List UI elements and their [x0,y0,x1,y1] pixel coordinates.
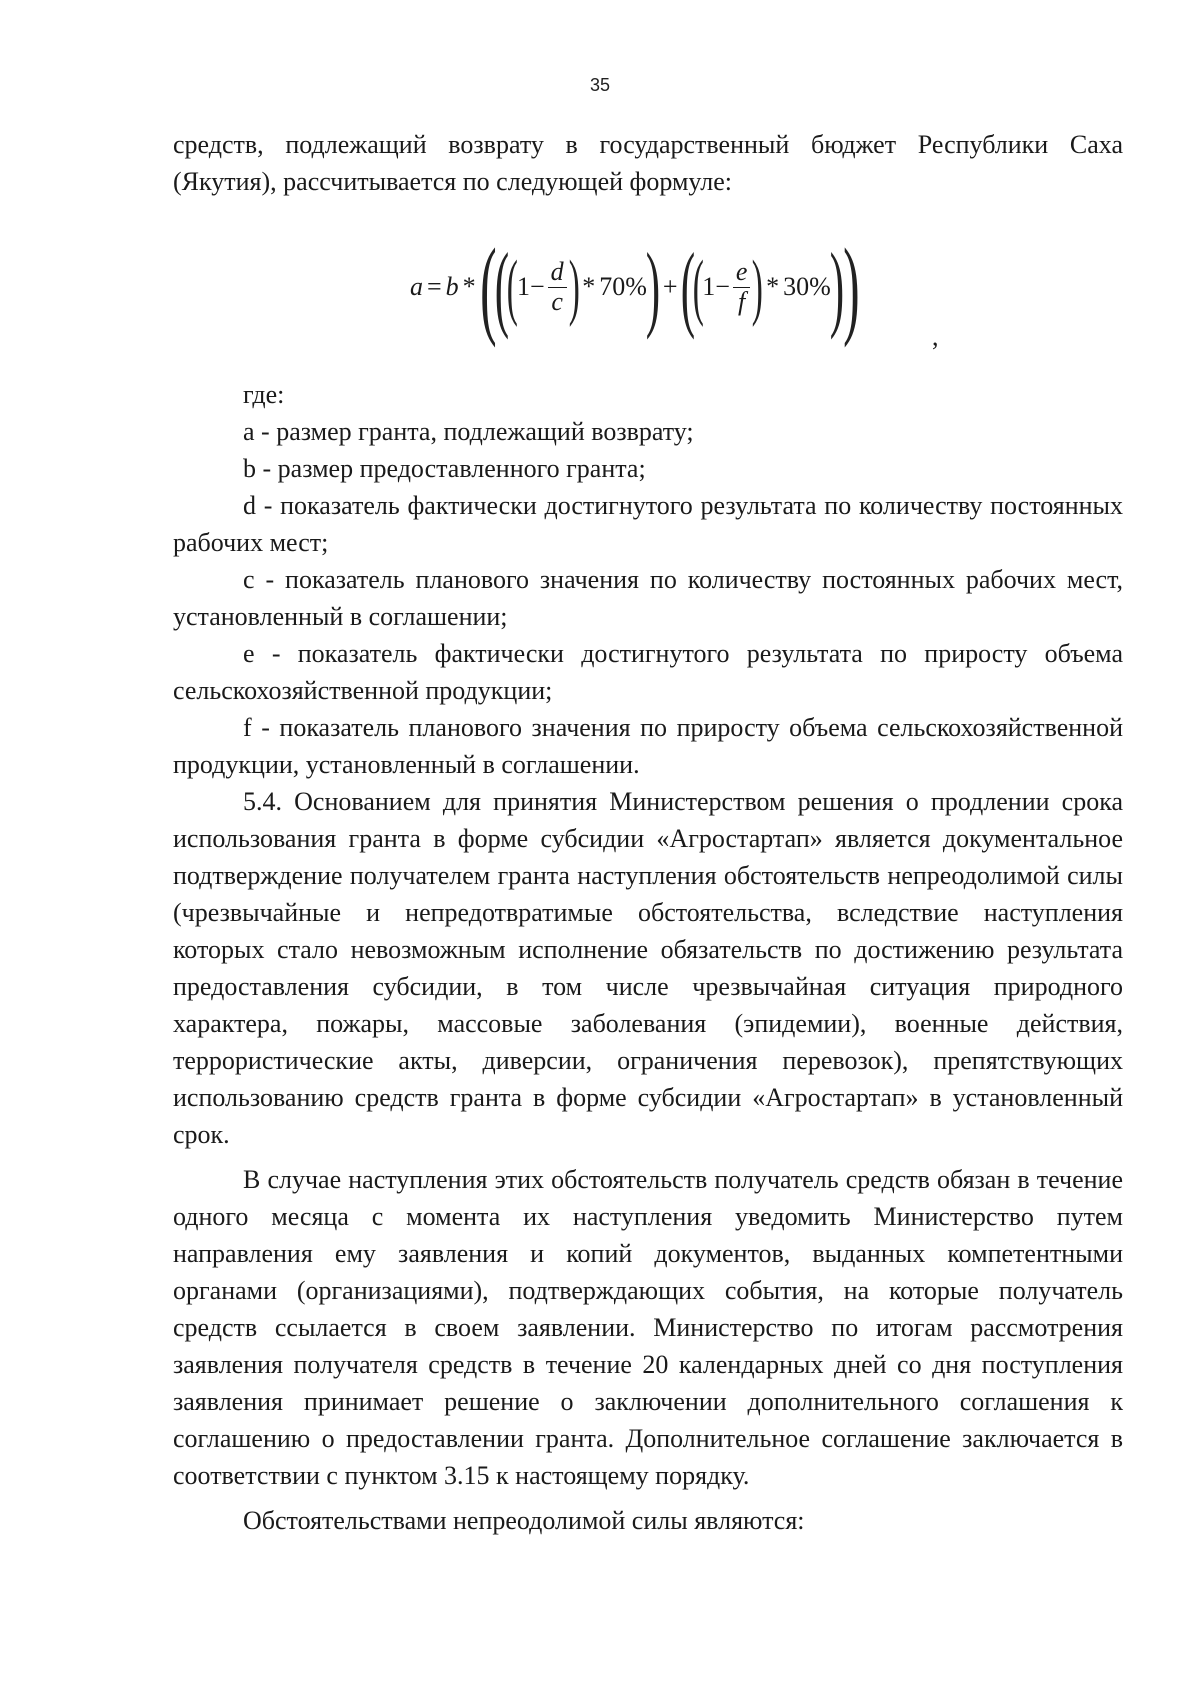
formula-fraction-e-f [733,258,751,316]
where-label: где: [243,380,285,409]
formula-minus-right: − [715,272,730,301]
formula-paren-close-right: ) [829,233,844,340]
paragraph-5-4: 5.4. Основанием для принятия Министерством решения о продлении срока использования гранта в форме субсидии «Агростартап» является документальное подтверждение получателем гранта наступления обстоятельств непреодолимой силы (чрезвычайные и непредотвратимые обстоятельства, вследствие наступления которых стало невозможным исполнение обязательств по достижению результата предоставления субсидии, в том числе чрезвычайная ситуация природного характера, пожары, массовые заболевания (эпидемии), военные действия, террористические акты, диверсии, ограничения перевозок), препятствующих использованию средств гранта в форме субсидии «Агростартап» в установленный срок. [173,787,1123,1149]
formula-var-b: b [445,272,459,301]
definition-b: b - размер предоставленного гранта; [243,454,646,483]
definition-d: d - показатель фактически достигнутого результата по количеству постоянных рабочих мест; [173,491,1123,557]
formula-minus-left: − [529,272,545,301]
definition-f: f - показатель планового значения по приросту объема сельскохозяйственной продукции, установленный в соглашении. [173,713,1123,779]
formula-paren-close-outer: ) [842,226,860,348]
formula-equals: = [427,272,442,301]
formula-pct-70: 70% [599,272,647,301]
formula-paren-open-right-inner: ( [692,246,704,328]
formula-paren-close-left-inner: ) [568,246,580,328]
formula-var-c: c [551,286,563,316]
definitions-block [173,376,1123,1539]
formula-paren-close-right-inner: ) [752,246,764,328]
formula-fraction-d-c [548,258,567,316]
formula-paren-open-left-inner: ( [507,246,519,328]
formula-var-f: f [738,286,746,316]
formula-comma: , [932,322,939,351]
formula-var-a: a [410,272,423,301]
formula-multiply-70: * [582,272,596,301]
formula-paren-close-left: ) [645,233,661,340]
formula-plus: + [662,272,678,301]
formula-one-left: 1 [516,272,530,301]
page-number: 35 [589,75,611,95]
formula-multiply-30: * [766,272,780,301]
text-block [173,126,1123,200]
intro-paragraph: средств, подлежащий возврату в государственный бюджет Республики Саха (Якутия), рассчитывается по следующей формуле: [173,130,1123,196]
paragraph-force-majeure-case: В случае наступления этих обстоятельств получатель средств обязан в течение одного месяца с момента их наступления уведомить Министерство путем направления ему заявления и копий документов, выданных компетентными органами (организациями), подтверждающих события, на которые получатель средств ссылается в своем заявлении. Министерство по итогам рассмотрения заявления получателя средств в течение 20 календарных дней со дня поступления заявления принимает решение о заключении дополнительного соглашения к соглашению о предоставлении гранта. Дополнительное соглашение заключается в соответствии с пунктом 3.15 к настоящему порядку. [173,1165,1123,1490]
formula-one-right: 1 [702,272,716,301]
formula-pct-30: 30% [783,272,831,301]
definition-c: c - показатель планового значения по количеству постоянных рабочих мест, установленный в соглашении; [173,565,1123,631]
definition-e: e - показатель фактически достигнутого результата по приросту объема сельскохозяйственной продукции; [173,639,1123,705]
formula-multiply: * [462,272,476,301]
formula-var-d: d [548,258,567,288]
formula [410,226,860,348]
definition-a: a - размер гранта, подлежащий возврату; [243,417,694,446]
formula-paren-open-outer: ( [479,226,497,348]
paragraph-force-majeure-list-intro: Обстоятельствами непреодолимой силы являются: [243,1506,805,1535]
formula-paren-open-left: ( [495,233,510,340]
formula-paren-open-right: ( [680,233,695,340]
formula-var-e: e [733,258,751,288]
